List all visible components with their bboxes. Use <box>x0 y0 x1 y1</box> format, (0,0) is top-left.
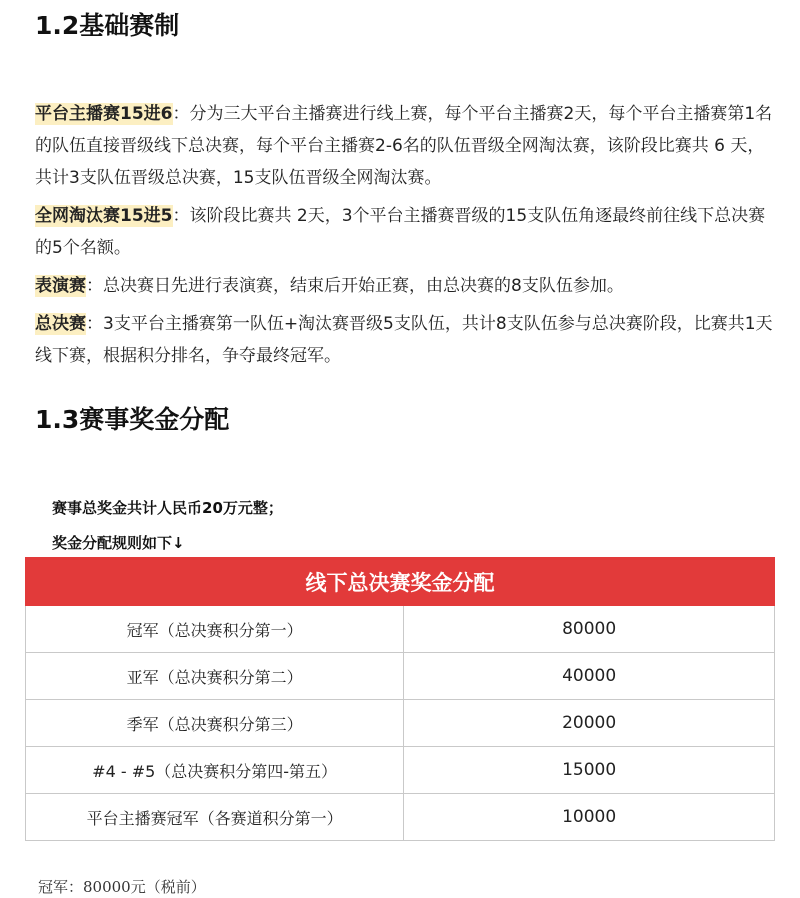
section-heading-basic-format: 1.2基础赛制 <box>35 11 180 40</box>
format-sep: ： <box>86 314 103 334</box>
champion-prize-footnote: 冠军：80000元（税前） <box>38 878 206 896</box>
prize-table <box>25 557 775 841</box>
prize-amount-cell: 40000 <box>404 653 775 700</box>
format-term: 全网淘汰赛15进5 <box>35 206 173 226</box>
prize-rank-cell: 平台主播赛冠军（各赛道积分第一） <box>26 794 404 841</box>
section-heading-prize-distribution: 1.3赛事奖金分配 <box>35 405 230 434</box>
prize-amount-cell: 10000 <box>404 794 775 841</box>
format-desc: 3支平台主播赛第一队伍+淘汰赛晋级5支队伍，共计8支队伍参与总决赛阶段，比赛共1天线下赛，根据积分排名，争夺最终冠军。 <box>35 314 773 366</box>
prize-table-header-row <box>26 558 775 606</box>
table-row <box>26 747 775 794</box>
prize-table-title: 线下总决赛奖金分配 <box>26 558 775 606</box>
prize-rank-cell: 季军（总决赛积分第三） <box>26 700 404 747</box>
prize-amount-cell: 20000 <box>404 700 775 747</box>
format-desc: 分为三大平台主播赛进行线上赛，每个平台主播赛2天，每个平台主播赛第1名的队伍直接晋级线下总决赛，每个平台主播赛2-6名的队伍晋级全网淘汰赛，该阶段比赛共 6 天，共计3支队伍晋级总决赛，15支队伍晋级全网淘汰赛。 <box>35 104 773 188</box>
table-row <box>26 653 775 700</box>
table-row <box>26 700 775 747</box>
prize-rank-cell: 亚军（总决赛积分第二） <box>26 653 404 700</box>
prize-rule-note: 奖金分配规则如下↓ <box>52 534 185 552</box>
format-desc: 总决赛日先进行表演赛，结束后开始正赛，由总决赛的8支队伍参加。 <box>103 276 624 296</box>
format-term: 总决赛 <box>35 314 86 334</box>
format-term: 平台主播赛15进6 <box>35 104 173 124</box>
prize-total-note: 赛事总奖金共计人民币20万元整； <box>52 499 283 517</box>
table-row <box>26 794 775 841</box>
format-item-grand-final <box>35 308 780 372</box>
format-term: 表演赛 <box>35 276 86 296</box>
prize-rank-cell: 冠军（总决赛积分第一） <box>26 606 404 653</box>
format-item-platform-streamer-match <box>35 98 780 194</box>
prize-amount-cell: 80000 <box>404 606 775 653</box>
format-desc: 该阶段比赛共 2天，3个平台主播赛晋级的15支队伍角逐最终前往线下总决赛的5个名额。 <box>35 206 766 258</box>
prize-rank-cell: #4 - #5（总决赛积分第四-第五） <box>26 747 404 794</box>
format-sep: ： <box>86 276 103 296</box>
table-row <box>26 606 775 653</box>
format-sep: ： <box>172 104 190 124</box>
format-sep: ： <box>172 206 190 226</box>
format-item-exhibition-match <box>35 270 780 302</box>
format-item-network-knockout <box>35 200 780 264</box>
prize-amount-cell: 15000 <box>404 747 775 794</box>
